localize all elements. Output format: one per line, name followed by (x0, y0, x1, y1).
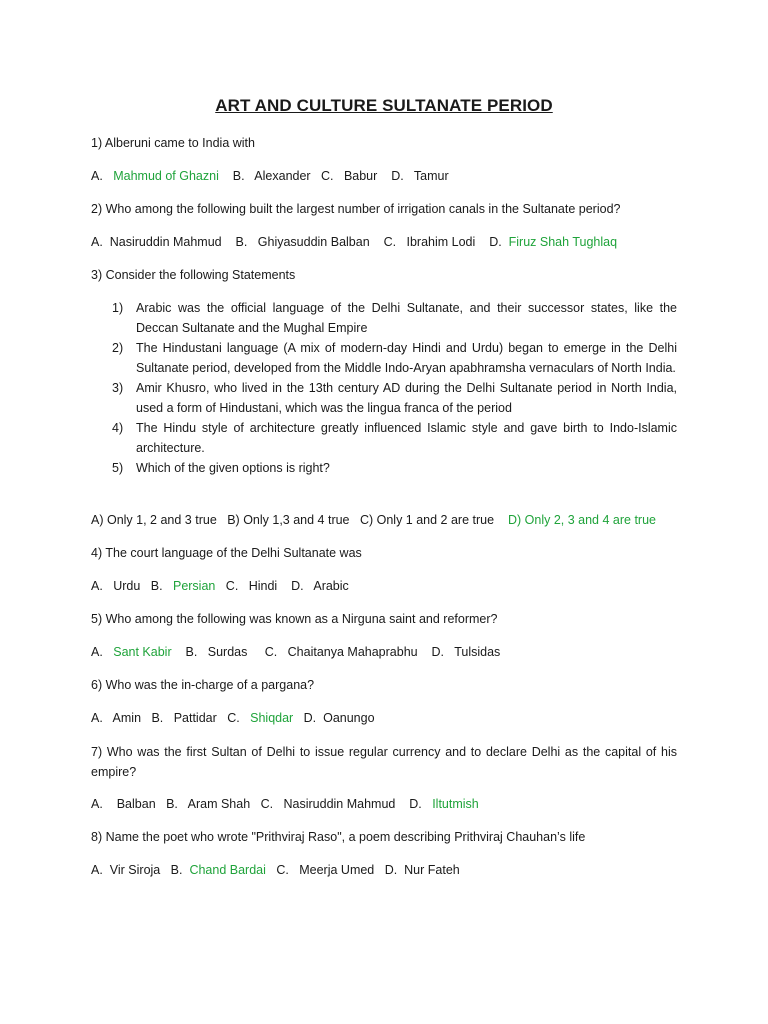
option-text: Meerja Umed (299, 863, 375, 877)
option-text: Only 1, 2 and 3 true (106, 513, 217, 527)
option-letter: C) (359, 513, 374, 527)
option-letter: A. (91, 579, 103, 593)
option-letter: D. (409, 797, 422, 811)
option-letter-correct: D) (507, 513, 522, 527)
option-letter: B. (150, 579, 163, 593)
option-letter: A. (91, 235, 103, 249)
options-5 (91, 643, 677, 661)
option-text: Pattidar (173, 711, 217, 725)
option-text: Arabic (313, 579, 349, 593)
option-correct: Firuz Shah Tughlaq (508, 235, 618, 249)
statement-item (91, 458, 677, 478)
option-letter: C. (225, 579, 239, 593)
options-7 (91, 795, 677, 813)
page-title: ART AND CULTURE SULTANATE PERIOD (215, 96, 553, 115)
question-7: 7) Who was the first Sultan of Delhi to issue regular currency and to declare Delhi as the capital of his empire? (91, 745, 677, 779)
options-6 (91, 709, 677, 727)
option-text: Babur (343, 169, 378, 183)
options-2 (91, 233, 677, 251)
option-letter: C. (321, 169, 334, 183)
option-correct: Persian (172, 579, 216, 593)
option-text: Vir Siroja (109, 863, 161, 877)
option-letter: C. (276, 863, 289, 877)
option-text: Nasiruddin Mahmud (109, 235, 222, 249)
option-text: Nasiruddin Mahmud (283, 797, 396, 811)
statement-text: The Hindustani language (A mix of modern-day Hindi and Urdu) began to emerge in the Delhi Sultanate period, developed from the Middle Indo-Aryan apabhramsha vernaculars of North India. (136, 341, 677, 375)
question-3: 3) Consider the following Statements (91, 268, 296, 282)
option-text: Surdas (207, 645, 248, 659)
statement-text: Amir Khusro, who lived in the 13th century AD during the Delhi Sultanate period in North India, used a form of Hindustani, which was the lingua franca of the period (136, 381, 677, 415)
option-letter: C. (260, 797, 274, 811)
option-text: Oanungo (323, 711, 375, 725)
option-correct: Mahmud of Ghazni (113, 169, 219, 183)
statement-item (91, 418, 677, 458)
option-letter: A. (91, 797, 103, 811)
option-text: Tamur (413, 169, 449, 183)
option-text: Amin (112, 711, 142, 725)
question-8: 8) Name the poet who wrote "Prithviraj Raso", a poem describing Prithviraj Chauhan’s life (91, 830, 586, 844)
options-4 (91, 577, 677, 595)
option-letter: B. (235, 235, 248, 249)
option-letter: C. (383, 235, 397, 249)
option-letter: B. (151, 711, 164, 725)
option-text: Urdu (113, 579, 141, 593)
question-4: 4) The court language of the Delhi Sultanate was (91, 546, 362, 560)
options-8 (91, 861, 677, 879)
option-correct: Sant Kabir (113, 645, 172, 659)
option-correct: Shiqdar (250, 711, 294, 725)
question-5: 5) Who among the following was known as a Nirguna saint and reformer? (91, 612, 498, 626)
statement-number: 4) (112, 421, 124, 435)
option-letter: B) (227, 513, 240, 527)
option-letter: B. (232, 169, 245, 183)
option-text: Ibrahim Lodi (406, 235, 476, 249)
option-text: Tulsidas (454, 645, 501, 659)
statement-item (91, 298, 677, 338)
statement-number: 3) (112, 381, 124, 395)
option-text: Alexander (254, 169, 311, 183)
option-letter: D. (431, 645, 445, 659)
statement-number: 1) (112, 301, 124, 315)
option-letter: A. (91, 169, 103, 183)
option-letter: B. (166, 797, 178, 811)
statement-text: Which of the given options is right? (136, 461, 330, 475)
option-text: Only 1 and 2 are true (376, 513, 495, 527)
option-text: Aram Shah (187, 797, 251, 811)
option-text: Hindi (248, 579, 278, 593)
option-correct: Only 2, 3 and 4 are true (524, 513, 656, 527)
option-letter: C. (227, 711, 240, 725)
option-letter: D. (303, 711, 317, 725)
option-text: Nur Fateh (404, 863, 460, 877)
option-correct: Iltutmish (432, 797, 479, 811)
option-text: Only 1,3 and 4 true (243, 513, 350, 527)
option-text: Chaitanya Mahaprabhu (287, 645, 418, 659)
option-letter: A. (91, 863, 103, 877)
option-letter: A. (91, 711, 103, 725)
option-letter: D. (291, 579, 304, 593)
option-letter: A) (91, 513, 104, 527)
question-2: 2) Who among the following built the largest number of irrigation canals in the Sultanate period? (91, 202, 621, 216)
question-1: 1) Alberuni came to India with (91, 136, 255, 150)
statement-list (91, 298, 677, 478)
option-text: Balban (116, 797, 156, 811)
options-3 (91, 511, 677, 529)
statement-text: The Hindu style of architecture greatly influenced Islamic style and gave birth to Indo-Islamic architecture. (136, 421, 677, 455)
statement-item (91, 338, 677, 378)
option-letter: B. (185, 645, 198, 659)
option-letter: D. (391, 169, 404, 183)
option-correct: Chand Bardai (189, 863, 266, 877)
option-text: Ghiyasuddin Balban (257, 235, 370, 249)
statement-text: Arabic was the official language of the Delhi Sultanate, and their successor states, like the Deccan Sultanate and the Mughal Empire (136, 301, 677, 335)
options-1 (91, 167, 677, 185)
question-6: 6) Who was the in-charge of a pargana? (91, 678, 315, 692)
option-letter: A. (91, 645, 103, 659)
option-letter: B. (170, 863, 183, 877)
option-letter: D. (489, 235, 502, 249)
option-letter: D. (384, 863, 398, 877)
statement-number: 5) (112, 461, 124, 475)
statement-number: 2) (112, 341, 124, 355)
option-letter: C. (264, 645, 278, 659)
statement-item (91, 378, 677, 418)
